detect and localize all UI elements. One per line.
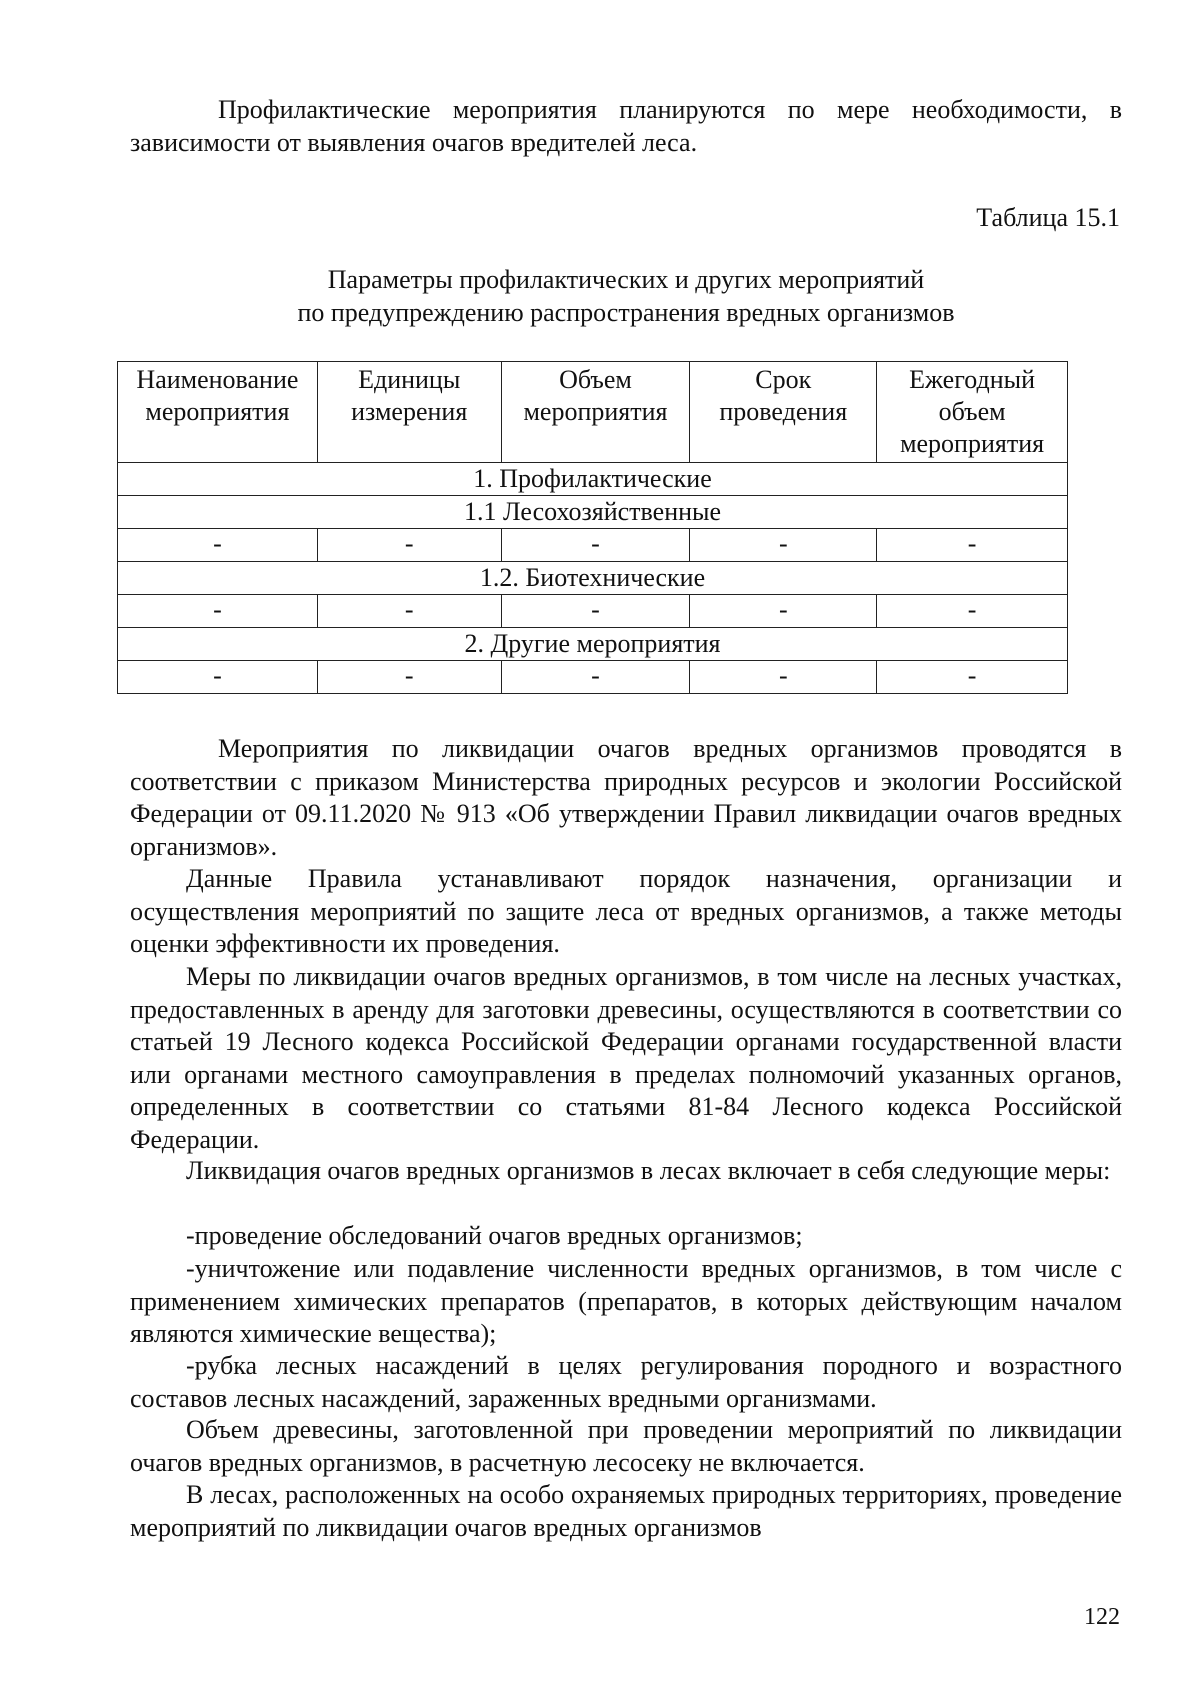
table-cell: - [118, 529, 318, 562]
table-row [118, 661, 1068, 694]
header-volume: Объем мероприятия [501, 362, 690, 463]
table-cell: - [690, 529, 877, 562]
table-cell: - [118, 595, 318, 628]
section-forestry: 1.1 Лесохозяйственные [118, 496, 1068, 529]
list-item: -проведение обследований очагов вредных организмов; [186, 1221, 803, 1250]
table-section-row [118, 463, 1068, 496]
intro-paragraph: Профилактические мероприятия планируются по мере необходимости, в зависимости от выявления очагов вредителей леса. [130, 95, 1122, 157]
header-annual-volume: Ежегодный объем мероприятия [877, 362, 1068, 463]
table-title-line-1: Параметры профилактических и других мероприятий [327, 265, 925, 294]
section-biotechnical: 1.2. Биотехнические [118, 562, 1068, 595]
list-item: -рубка лесных насаждений в целях регулирования породного и возрастного составов лесных насаждений, зараженных вредными организмами. [130, 1351, 1122, 1413]
body-paragraph: Меры по ликвидации очагов вредных организмов, в том числе на лесных участках, предоставленных в аренду для заготовки древесины, осуществляются в соответствии со статьей 19 Лесного кодекса Российской Федерации органами государственной власти или органами местного самоуправления в пределах полномочий указанных органов, определенных в соответствии со статьями 81-84 Лесного кодекса Российской Федерации. [130, 962, 1122, 1154]
body-paragraph: Мероприятия по ликвидации очагов вредных организмов проводятся в соответствии с приказом Министерства природных ресурсов и экологии Российской Федерации от 09.11.2020 № 913 «Об утверждении Правил ликвидации очагов вредных организмов». [130, 734, 1122, 861]
body-paragraph: Данные Правила устанавливают порядок назначения, организации и осуществления мероприятий по защите леса от вредных организмов, а также методы оценки эффективности их проведения. [130, 864, 1122, 958]
table-cell: - [501, 661, 690, 694]
table-cell: - [877, 529, 1068, 562]
table-cell: - [317, 595, 501, 628]
page-number: 122 [1084, 1604, 1120, 1630]
header-name: Наименование мероприятия [118, 362, 318, 463]
body-paragraph: В лесах, расположенных на особо охраняемых природных территориях, проведение мероприятий по ликвидации очагов вредных организмов [130, 1480, 1122, 1542]
header-term: Срок проведения [690, 362, 877, 463]
table-cell: - [317, 661, 501, 694]
header-units: Единицы измерения [317, 362, 501, 463]
table-section-row [118, 562, 1068, 595]
table-title-line-2: по предупреждению распространения вредных организмов [297, 297, 955, 327]
table-label: Таблица 15.1 [976, 203, 1120, 232]
table-cell: - [877, 595, 1068, 628]
table-cell: - [877, 661, 1068, 694]
table-section-row [118, 628, 1068, 661]
table-cell: - [317, 529, 501, 562]
body-paragraph: Объем древесины, заготовленной при проведении мероприятий по ликвидации очагов вредных организмов, в расчетную лесосеку не включается. [130, 1415, 1122, 1477]
table-row [118, 595, 1068, 628]
table-header-row [118, 362, 1068, 463]
parameters-table [117, 361, 1068, 694]
section-preventive: 1. Профилактические [118, 463, 1068, 496]
list-item: -уничтожение или подавление численности вредных организмов, в том числе с применением химических препаратов (препаратов, в которых действующим началом являются химические вещества); [130, 1254, 1122, 1348]
body-paragraph: Ликвидация очагов вредных организмов в лесах включает в себя следующие меры: [186, 1156, 1111, 1185]
table-cell: - [690, 595, 877, 628]
table-cell: - [501, 595, 690, 628]
table-title [130, 264, 1122, 329]
table-row [118, 529, 1068, 562]
table-cell: - [501, 529, 690, 562]
table-section-row [118, 496, 1068, 529]
table-cell: - [690, 661, 877, 694]
table-cell: - [118, 661, 318, 694]
section-other: 2. Другие мероприятия [118, 628, 1068, 661]
